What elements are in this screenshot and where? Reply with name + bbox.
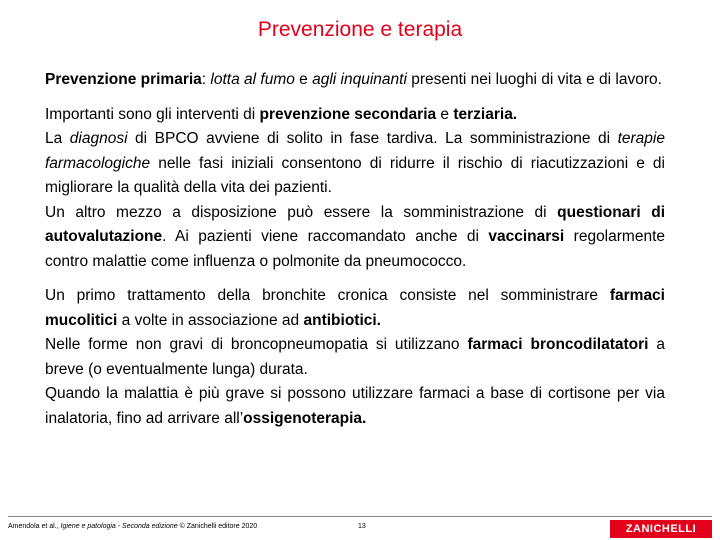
term-primary-prevention: Prevenzione primaria — [45, 71, 202, 88]
citation-publisher: © Zanichelli editore 2020 — [177, 523, 258, 530]
citation-authors: Amendola et al., — [8, 523, 61, 530]
text-span: di BPCO avviene di solito in fase tardiva. La somministrazione di — [127, 130, 618, 147]
text-span: Quando la malattia è più grave si possono utilizzare farmaci a base di cortisone per via inalatoria, fino ad arrivare all’ — [45, 385, 665, 427]
term-antibiotics: antibiotici. — [303, 311, 381, 329]
term-self-assessment: questionari di autovalutazione — [45, 203, 666, 245]
text-span: : — [201, 71, 211, 88]
paragraph-prevention-primary — [45, 68, 665, 93]
text-span: Un altro mezzo a disposizione può essere la somministrazione di — [45, 203, 558, 221]
term-diagnosis: diagnosi — [69, 130, 128, 147]
term-secondary-prevention: prevenzione secondaria — [259, 105, 437, 123]
text-span: nelle fasi iniziali consentono di ridurre il rischio di riacutizzazioni e di migliorare la qualità della vita dei pazienti. — [45, 154, 665, 196]
footer — [0, 516, 720, 540]
term-vaccination: vaccinarsi — [488, 228, 565, 245]
term-pharmacological-therapies: terapie farmacologiche — [45, 130, 665, 172]
text-span: La — [45, 130, 70, 147]
text-span: . Ai pazienti viene raccomandato anche di — [162, 228, 489, 245]
text-span: Un primo trattamento della bronchite cronica consiste nel somministrare — [45, 287, 610, 304]
text-span: regolarmente contro malattie come influenza o polmonite da pneumococco. — [45, 228, 665, 270]
text-span: Nelle forme non gravi di broncopneumopatia si utilizzano — [45, 336, 468, 353]
footer-citation — [8, 523, 257, 530]
zanichelli-logo: ZANICHELLI — [610, 520, 712, 538]
page-title: Prevenzione e terapia — [257, 18, 463, 41]
footer-divider — [8, 516, 712, 517]
term-mucolytics: farmaci mucolitici — [45, 287, 665, 329]
page-number: 13 — [358, 523, 366, 530]
text-span: Importanti sono gli interventi di — [45, 105, 260, 123]
text-span: a volte in associazione ad — [117, 311, 304, 329]
body-text — [45, 68, 665, 441]
term-tertiary: terziaria. — [453, 105, 518, 123]
text-span: presenti nei luoghi di vita e di lavoro. — [406, 71, 662, 88]
paragraph-prevention-secondary — [45, 103, 665, 275]
text-span: a breve (o eventualmente lunga) durata. — [45, 336, 665, 378]
text-span: e — [436, 105, 454, 123]
term-smoking: lotta al fumo — [210, 71, 295, 88]
text-span: e — [294, 71, 313, 88]
paragraph-treatment — [45, 284, 665, 431]
term-oxygen-therapy: ossigenoterapia. — [243, 409, 367, 427]
citation-book-title: Igiene e patologia - Seconda edizione — [60, 523, 178, 530]
term-pollutants: agli inquinanti — [312, 71, 407, 88]
term-bronchodilators: farmaci broncodilatatori — [467, 336, 649, 353]
